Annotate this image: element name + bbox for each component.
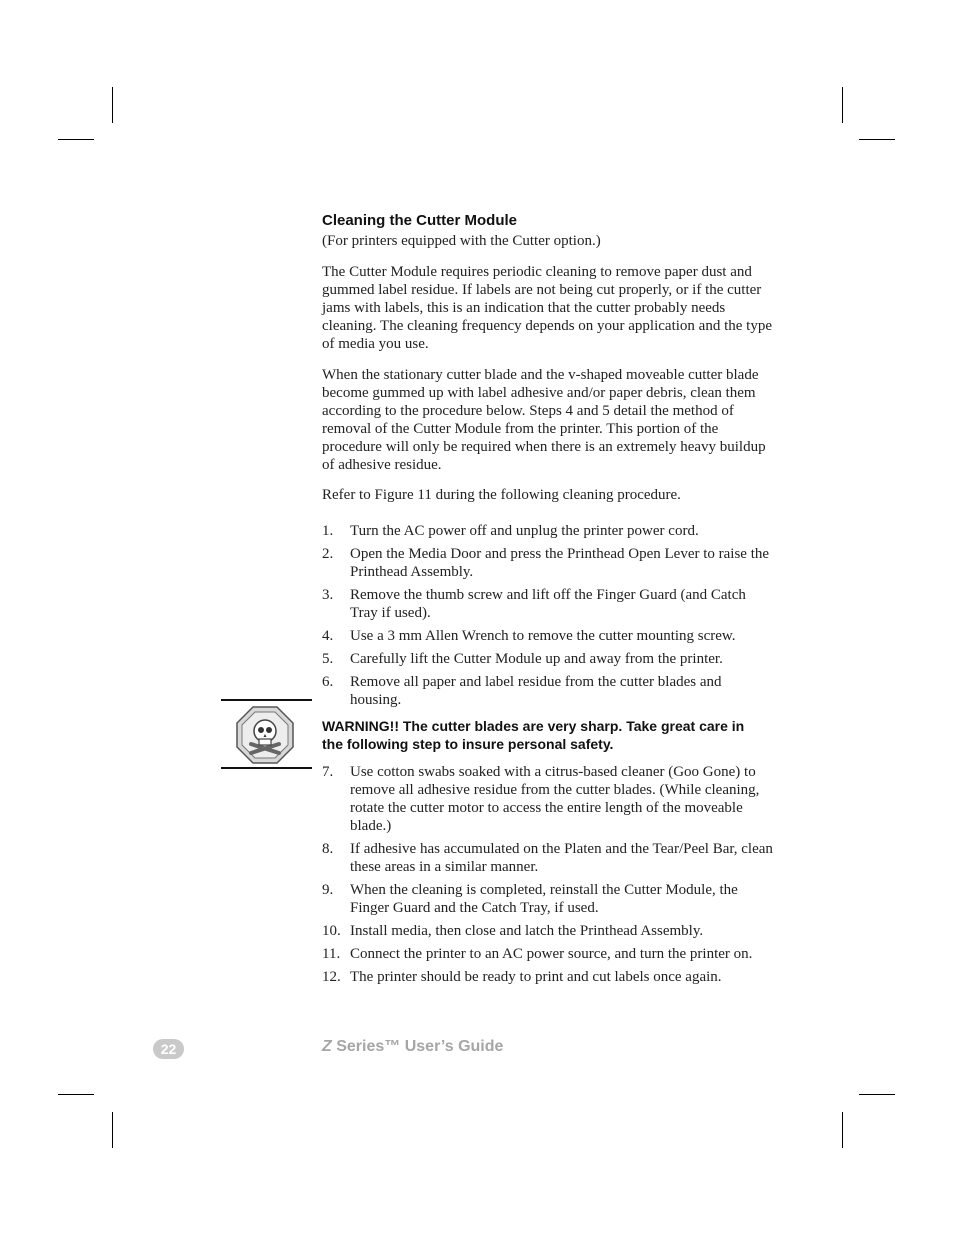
steps-list-a [322, 522, 774, 714]
list-item: 12. The printer should be ready to print and cut labels once again. [322, 969, 722, 985]
list-item: 2. Open the Media Door and press the Printhead Open Lever to raise the Printhead Assembly. [322, 546, 770, 580]
list-item: 10. Install media, then close and latch the Printhead Assembly. [322, 923, 704, 939]
procedure-paragraph: When the stationary cutter blade and the v-shaped moveable cutter blade become gummed up with label adhesive and/or paper debris, clean them according to the procedure below. Steps 4 and 5 detail the method of removal of the Cutter Module from the printer. This portion of the procedure will only be required when there is an extremely heavy buildup of adhesive residue. [322, 367, 766, 473]
list-item: 6. Remove all paper and label residue from the cutter blades and housing. [322, 674, 722, 708]
warning-text: WARNING!! The cutter blades are very sharp. Take great care in the following step to insure personal safety. [322, 718, 745, 752]
list-item: 5. Carefully lift the Cutter Module up and away from the printer. [322, 651, 723, 667]
list-item: 9. When the cleaning is completed, reinstall the Cutter Module, the Finger Guard and the Catch Tray, if used. [322, 882, 738, 916]
skull-crossbones-icon [236, 706, 294, 764]
footer-title-text: Series™ User’s Guide [331, 1038, 504, 1055]
page-number: 22 [153, 1039, 184, 1059]
list-item: 3. Remove the thumb screw and lift off the Finger Guard (and Catch Tray if used). [322, 587, 746, 621]
footer-guide-title [322, 1038, 503, 1056]
steps-list-b [322, 763, 774, 991]
figure-reference: Refer to Figure 11 during the following cleaning procedure. [322, 487, 681, 503]
warning-rule-bottom [221, 767, 312, 769]
crop-mark [112, 87, 113, 123]
crop-mark [842, 87, 843, 123]
intro-paragraph: The Cutter Module requires periodic cleaning to remove paper dust and gummed label residue. If labels are not being cut properly, or if the cutter jams with labels, this is an indication that the cutter probably needs cleaning. The cleaning frequency depends on your application and the type of media you use. [322, 264, 772, 352]
crop-mark [58, 139, 94, 140]
warning-rule-top [221, 699, 312, 701]
list-item: 1. Turn the AC power off and unplug the printer power cord. [322, 523, 699, 539]
section-title: Cleaning the Cutter Module [322, 212, 517, 229]
crop-mark [859, 139, 895, 140]
list-item: 11. Connect the printer to an AC power source, and turn the printer on. [322, 946, 753, 962]
crop-mark [58, 1094, 94, 1095]
crop-mark [859, 1094, 895, 1095]
list-item: 8. If adhesive has accumulated on the Platen and the Tear/Peel Bar, clean these areas in a similar manner. [322, 841, 773, 875]
footer-z: Z [322, 1038, 332, 1055]
section-subtitle: (For printers equipped with the Cutter option.) [322, 233, 601, 249]
crop-mark [842, 1112, 843, 1148]
list-item: 4. Use a 3 mm Allen Wrench to remove the cutter mounting screw. [322, 628, 736, 644]
list-item: 7. Use cotton swabs soaked with a citrus-based cleaner (Goo Gone) to remove all adhesive residue from the cutter blades. (While cleaning, rotate the cutter motor to access the entire length of the moveable blade.) [322, 764, 760, 834]
crop-mark [112, 1112, 113, 1148]
